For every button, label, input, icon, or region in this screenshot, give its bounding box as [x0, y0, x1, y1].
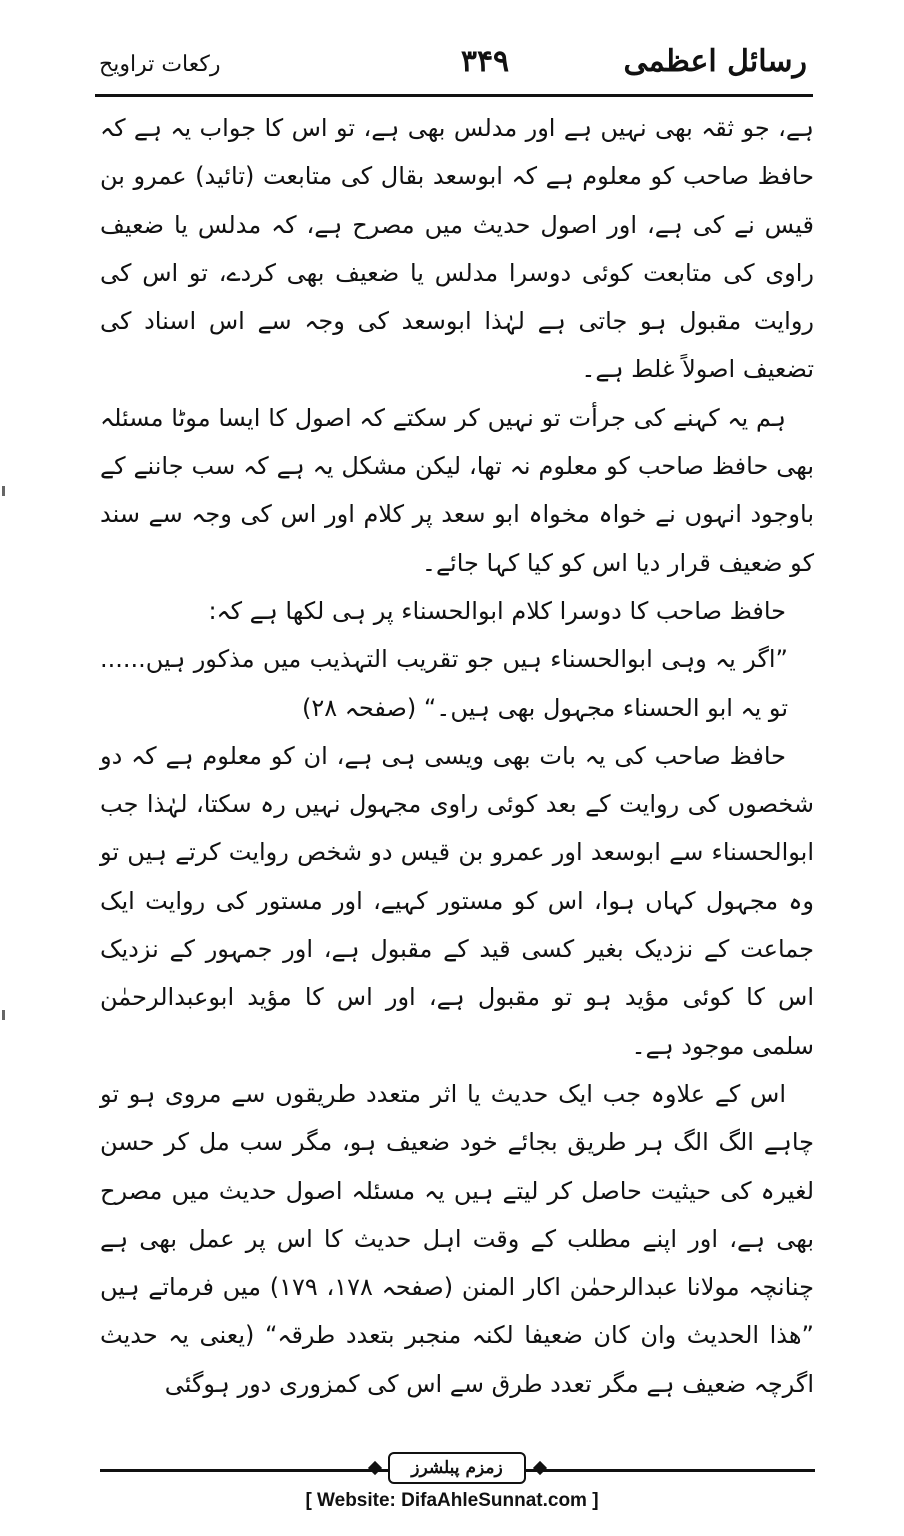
page-footer [100, 1450, 815, 1490]
paragraph-4: حافظ صاحب کی یہ بات بھی ویسی ہی ہے، ان کو معلوم ہے کہ دو شخصوں کی روایت کے بعد کوئی راوی مجہول نہیں رہ سکتا، لہٰذا جب ابوالحسناء سے ابوسعد اور عمرو بن قیس دو شخص روایت کرتے ہیں تو وہ مجہول کہاں ہوا، اس کو مستور کہیے، اور مستور کی روایت ایک جماعت کے نزدیک بغیر کسی قید کے مقبول ہے، اور جمہور کے نزدیک اس کا کوئی مؤید ہو تو مقبول ہے، اور اس کا مؤید ابوعبدالرحمٰن سلمی موجود ہے۔ [100, 741, 814, 1060]
paragraph-5: اس کے علاوہ جب ایک حدیث یا اثر متعدد طریقوں سے مروی ہو تو چاہے الگ الگ ہر طریق بجائے خود ضعیف ہو، مگر سب مل کر حسن لغیرہ کی حیثیت حاصل کر لیتے ہیں یہ مسئلہ اصول حدیث میں مصرح بھی ہے، اور اپنے مطلب کے وقت اہل حدیث کا اس پر عمل بھی ہے چنانچہ مولانا عبدالرحمٰن اکار المنن (صفحہ ۱۷۸، ۱۷۹) میں فرماتے ہیں ”ھذا الحدیث وان کان ضعیفا لکنہ منجبر بتعدد طرقہ“ (یعنی یہ حدیث اگرچہ ضعیف ہے مگر تعدد طرق سے اس کی کمزوری دور ہوگئی [100, 1079, 815, 1398]
block-quote: ”اگر یہ وہی ابوالحسناء ہیں جو تقریب التہذیب میں مذکور ہیں...... تو یہ ابو الحسناء مجہول بھی ہیں۔“ (صفحہ ۲۸) [100, 645, 788, 722]
website-credit: [ Website: DifaAhleSunnat.com ] [305, 1490, 599, 1511]
body-text [100, 104, 814, 1408]
paragraph-1: ہے، جو ثقہ بھی نہیں ہے اور مدلس بھی ہے، تو اس کا جواب یہ ہے کہ حافظ صاحب کو معلوم ہے کہ ابوسعد بقال کی متابعت (تائید) عمرو بن قیس نے کی ہے، اور اصول حدیث میں مصرح ہے، کہ مدلس یا ضعیف راوی کی متابعت کوئی دوسرا مدلس یا ضعیف بھی کردے، تو اس کی روایت مقبول ہو جاتی ہے لہٰذا ابوسعد کی وجہ سے اس اسناد کی تضعیف اصولاً غلط ہے۔ [100, 114, 814, 384]
diamond-ornament-icon [368, 1461, 382, 1475]
chapter-title: رکعات تراویح [99, 52, 221, 77]
page-header [95, 40, 815, 90]
book-title: رسائل اعظمی [623, 44, 807, 79]
diamond-ornament-icon [533, 1461, 547, 1475]
scan-edge-mark [2, 486, 5, 496]
footer-rule-right [525, 1469, 815, 1472]
scan-edge-mark [2, 1010, 5, 1020]
paragraph-3: حافظ صاحب کا دوسرا کلام ابوالحسناء پر ہی لکھا ہے کہ: [208, 596, 786, 625]
publisher-logo: زمزم پبلشرز [388, 1452, 526, 1484]
paragraph-2: ہم یہ کہنے کی جرأت تو نہیں کر سکتے کہ اصول کا ایسا موٹا مسئلہ بھی حافظ صاحب کو معلوم نہ تھا، لیکن مشکل یہ ہے کہ سب جاننے کے باوجود انہوں نے خواہ مخواہ ابو سعد پر کلام اور اس کی وجہ سے سند کو ضعیف قرار دیا اس کو کیا کہا جائے۔ [100, 403, 814, 577]
footer-rule-left [100, 1469, 390, 1472]
page-number: ۳۴۹ [460, 44, 510, 79]
header-rule [95, 94, 813, 97]
